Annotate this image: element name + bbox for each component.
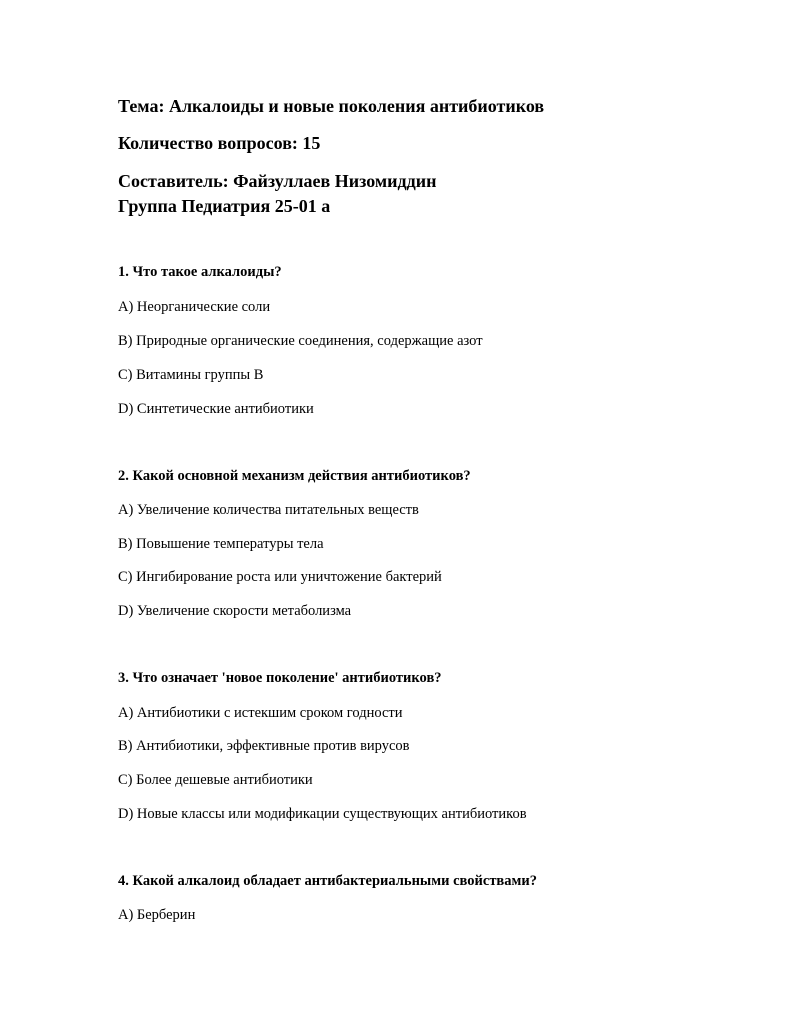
question-2-option-c: C) Ингибирование роста или уничтожение бактерий [118, 569, 442, 585]
group-heading: Группа Педиатрия 25-01 а [118, 196, 331, 216]
question-3-option-c: C) Более дешевые антибиотики [118, 772, 313, 788]
question-2-option-d: D) Увеличение скорости метаболизма [118, 603, 352, 619]
question-3-option-a: A) Антибиотики с истекшим сроком годности [118, 705, 403, 721]
author-heading: Составитель: Файзуллаев Низомиддин [118, 171, 437, 191]
question-2-option-b: B) Повышение температуры тела [118, 536, 324, 552]
topic-heading: Тема: Алкалоиды и новые поколения антибиотиков [118, 96, 545, 116]
question-1-option-a: A) Неорганические соли [118, 299, 271, 315]
question-3-option-b: B) Антибиотики, эффективные против вирусов [118, 738, 410, 754]
question-3-title: 3. Что означает 'новое поколение' антибиотиков? [118, 670, 442, 686]
question-1-title: 1. Что такое алкалоиды? [118, 264, 282, 280]
question-4-option-a: A) Берберин [118, 907, 196, 923]
question-4-title: 4. Какой алкалоид обладает антибактериальными свойствами? [118, 873, 537, 889]
question-2-title: 2. Какой основной механизм действия антибиотиков? [118, 468, 471, 484]
question-1-option-b: B) Природные органические соединения, содержащие азот [118, 333, 483, 349]
question-1-option-c: C) Витамины группы B [118, 367, 264, 383]
question-count-heading: Количество вопросов: 15 [118, 133, 321, 153]
question-2-option-a: A) Увеличение количества питательных веществ [118, 502, 419, 518]
question-3-option-d: D) Новые классы или модификации существующих антибиотиков [118, 806, 527, 822]
question-1-option-d: D) Синтетические антибиотики [118, 401, 314, 417]
